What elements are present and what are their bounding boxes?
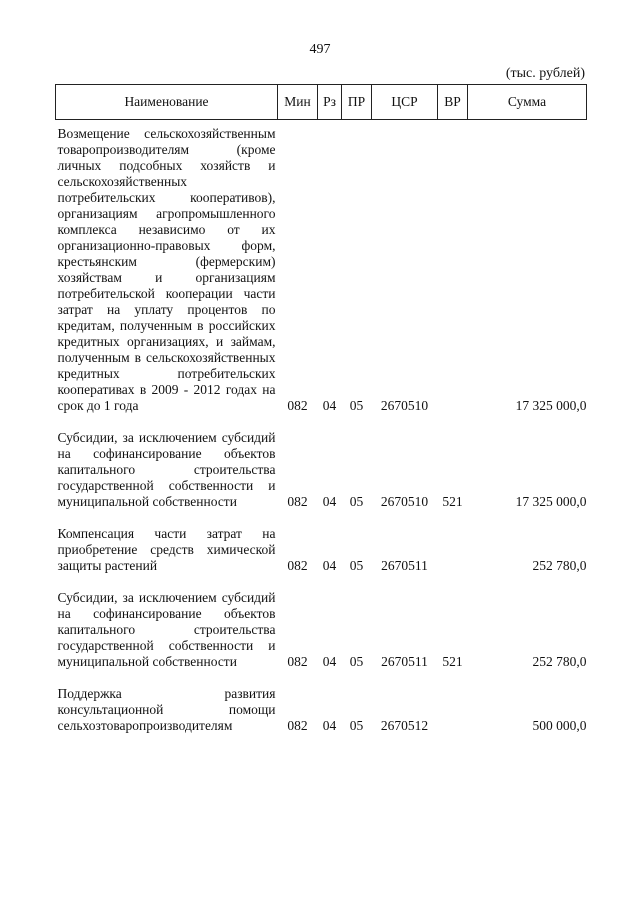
row-pr: 05	[349, 654, 364, 669]
row-sum: 252 780,0	[532, 654, 587, 669]
header-vr: ВР	[438, 85, 468, 120]
units-label: (тыс. рублей)	[505, 66, 585, 81]
row-csr: 2670510	[380, 398, 429, 413]
row-sum: 17 325 000,0	[515, 398, 587, 413]
row-name: Компенсация части затрат на приобретение средств химической защиты растений	[57, 526, 276, 573]
row-rz: 04	[322, 718, 337, 733]
row-vr	[438, 120, 468, 415]
header-min: Мин	[278, 85, 318, 120]
row-pr: 05	[349, 398, 364, 413]
row-name: Возмещение сельскохозяйственным товаропроизводителям (кроме личных подсобных хозяйств и сельскохозяйственных потребительских кооперативов), организациям агропромышленного комплекса независимо от их организационно-правовых форм, крестьянским (фермерским) хозяйствам и организациям потребительской кооперации части затрат на уплату процентов по кредитам, полученным в российских кредитных организациях, и займам, полученным в сельскохозяйственных кредитных потребительских кооперативах в 2009 - 2012 годах на срок до 1 года	[57, 126, 276, 413]
page-number: 497	[309, 42, 331, 57]
table-row	[56, 120, 587, 415]
row-name: Субсидии, за исключением субсидий на софинансирование объектов капитального строительства государственной собственности и муниципальной собственности	[57, 590, 276, 669]
row-min: 082	[287, 654, 308, 669]
row-pr: 05	[349, 718, 364, 733]
row-pr: 05	[349, 494, 364, 509]
row-vr	[438, 680, 468, 734]
row-csr: 2670511	[381, 558, 428, 573]
row-sum: 252 780,0	[532, 558, 587, 573]
row-min: 082	[287, 494, 308, 509]
row-sum: 17 325 000,0	[515, 494, 587, 509]
row-csr: 2670511	[381, 654, 428, 669]
header-sum: Сумма	[468, 85, 587, 120]
table-row	[56, 520, 587, 574]
row-vr: 521	[442, 654, 463, 669]
table-header-row	[56, 85, 587, 120]
row-min: 082	[287, 398, 308, 413]
table-row	[56, 584, 587, 670]
header-csr: ЦСР	[372, 85, 438, 120]
row-rz: 04	[322, 398, 337, 413]
row-rz: 04	[322, 494, 337, 509]
row-csr: 2670512	[380, 718, 429, 733]
row-name: Субсидии, за исключением субсидий на софинансирование объектов капитального строительства государственной собственности и муниципальной собственности	[57, 430, 276, 509]
row-vr: 521	[442, 494, 463, 509]
row-name: Поддержка развития консультационной помощи сельхозтоваропроизводителям	[57, 686, 276, 733]
table-row	[56, 424, 587, 510]
row-rz: 04	[322, 654, 337, 669]
table-row	[56, 680, 587, 734]
header-name: Наименование	[56, 85, 278, 120]
row-csr: 2670510	[380, 494, 429, 509]
row-sum: 500 000,0	[532, 718, 587, 733]
row-rz: 04	[322, 558, 337, 573]
row-min: 082	[287, 718, 308, 733]
header-pr: ПР	[342, 85, 372, 120]
budget-table	[55, 84, 587, 734]
row-pr: 05	[349, 558, 364, 573]
header-rz: Рз	[318, 85, 342, 120]
row-min: 082	[287, 558, 308, 573]
row-vr	[438, 520, 468, 574]
